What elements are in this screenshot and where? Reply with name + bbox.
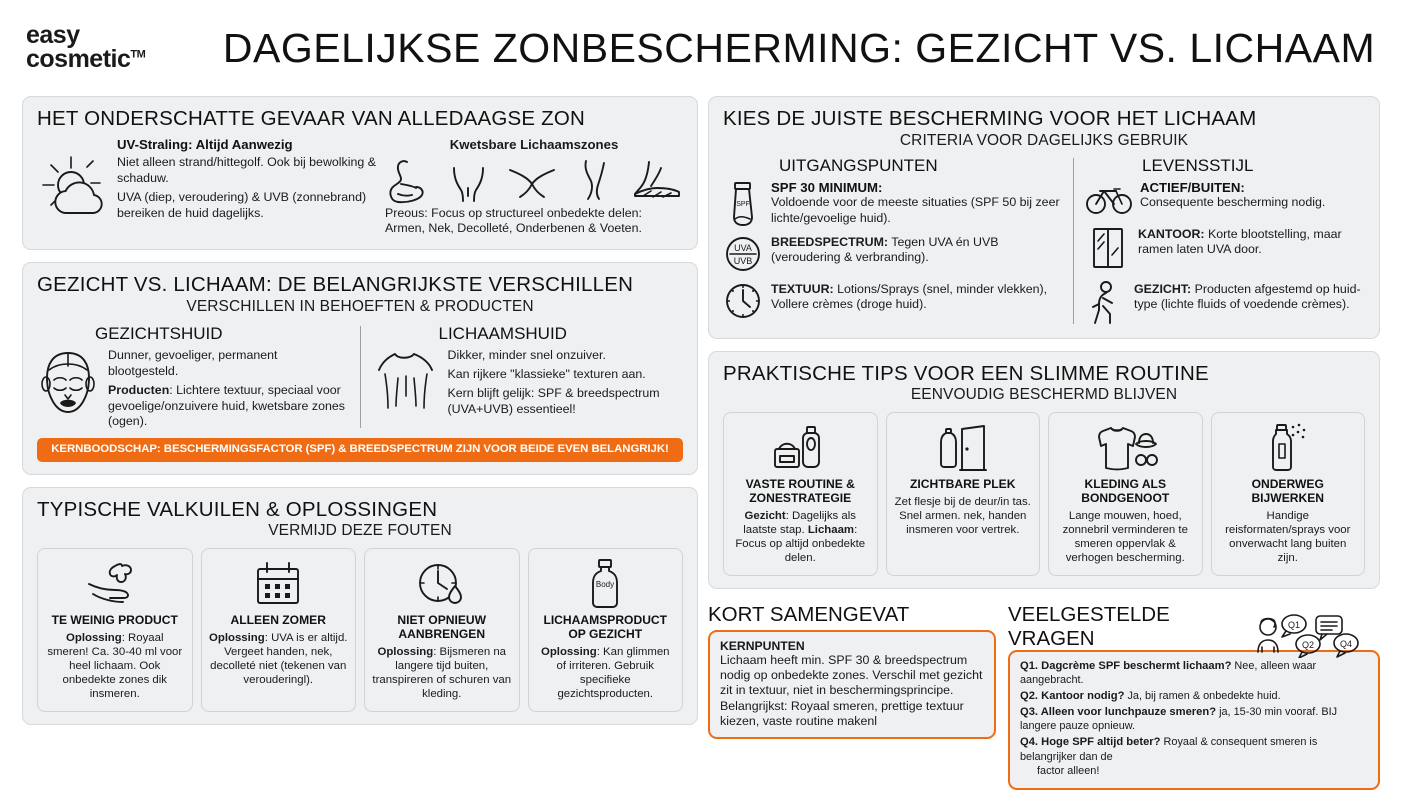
arm-icon [385,156,430,204]
tip-body-label: Lichaam [807,523,855,536]
trademark-symbol: TM [130,48,146,61]
faq-answer: ja, 15-30 min vooraf. BIJ langere pauze opnieuw. [1020,705,1338,733]
panel-pitfalls-title: TYPISCHE VALKUILEN & OPLOSSINGEN [37,497,438,521]
key-points-heading: KERNPUNTEN [720,638,805,653]
panel-pitfalls-subtitle: VERMIJD DEZE FOUTEN [268,522,452,540]
vulnerable-zones-icons [385,156,683,204]
svg-text:Q2: Q2 [1301,639,1315,650]
panel-compare-subtitle: VERSCHILLEN IN BEHOEFTEN & PRODUCTEN [186,297,534,315]
content-columns [0,96,1408,790]
svg-text:UVB: UVB [733,255,753,266]
faq-answer: Royaal & consequent smeren is belangrijker dan de [1020,736,1318,763]
tip-cards [723,412,1365,575]
danger-right-heading: Kwetsbare Lichaamszones [449,136,619,152]
faq-section [1008,601,1380,790]
sun-cloud-icon [37,137,109,238]
svg-text:SPF: SPF [736,200,750,208]
danger-left-heading: UV-Straling: Altijd Aanwezig [117,136,293,152]
pitfall-card-title: LICHAAMSPRODUCT OP GEZICHT [543,613,668,642]
decollete-icon [506,156,558,204]
lower-leg-icon [574,156,616,204]
faq-box [1008,650,1380,790]
face-icon [37,348,99,430]
brand-line-1: easy [26,21,80,50]
spf-tube-icon [723,180,763,228]
danger-left-body-2: UVA (diep, veroudering) & UVB (zonnebrand) bereiken de huid dagelijks. [117,190,367,221]
faq-answer: Ja, bij ramen & onbedekte huid. [1124,689,1281,702]
key-message-banner: KERNBOODSCHAP: BESCHERMINGSFACTOR (SPF) & BREEDSPECTRUM ZIJN VOOR BEIDE EVEN BELANGRIJK! [37,438,683,462]
panel-choose-protection [708,96,1380,339]
faq-question: Q4. Hoge SPF altijd beter? [1020,736,1161,749]
face-products-label: Producten [108,382,170,397]
hand-cream-icon [85,558,145,610]
panel-choose-subtitle: CRITERIA VOOR DAGELIJKS GEBRUIK [899,131,1189,149]
right-column [708,96,1380,790]
panel-tips-title: PRAKTISCHE TIPS VOOR EEN SLIMME ROUTINE [723,361,1209,385]
panel-pitfalls [22,487,698,725]
summary-section [708,601,996,790]
pitfall-card-body: : Bijsmeren na langere tijd buiten, transpireren of schuren van kleding. [372,646,512,700]
brand-line-2: cosmetic [26,45,131,73]
pitfall-card-label: Oplossing [66,632,122,645]
tip-card-body: Lange mouwen, hoed, zonnebril verminderen te smeren oppervlak & verhogen bescherming. [1062,509,1188,564]
face-line-1: Dunner, gevoeliger, permanent blootgesteld. [108,347,278,378]
pitfall-card-label: Oplossing [209,632,265,645]
compare-divider [360,326,361,428]
faq-item [1020,735,1368,778]
tip-card [1048,412,1203,575]
faq-bubbles-icon [1250,614,1380,658]
svg-text:Q1: Q1 [1287,619,1301,630]
left-column [22,96,698,790]
spf-label: SPF 30 MINIMUM: [771,179,883,195]
gezicht-label: GEZICHT: [1134,281,1192,296]
uva-uvb-icon [723,233,763,275]
faq-item [1020,689,1368,704]
page-title: DAGELIJKSE ZONBESCHERMING: GEZICHT VS. LICHAAM [222,24,1376,71]
pitfall-card-label: Oplossing [377,646,434,659]
spray-can-icon [1263,422,1313,474]
panel-choose-title: KIES DE JUISTE BESCHERMING VOOR HET LICHAAM [723,107,1257,130]
tip-card [886,412,1041,575]
danger-left-body-1: Niet alleen strand/hittegolf. Ook bij bewolking & schaduw. [117,155,376,186]
faq-question: Q2. Kantoor nodig? [1020,689,1125,702]
panel-practical-tips [708,351,1380,589]
tip-body-body: : Focus op altijd onbedekte delen. [735,523,866,564]
tip-card-body: Handige reisformaten/sprays voor onverwacht lang buiten zijn. [1225,509,1351,564]
faq-item [1020,705,1368,734]
faq-answer: Nee, alleen waar aangebracht. [1020,659,1317,687]
kantoor-label: KANTOOR: [1138,226,1205,241]
tip-face-label: Gezicht [744,509,786,522]
panel-face-vs-body [22,262,698,474]
panel-underestimated-danger [22,96,698,250]
calendar-icon [253,558,303,610]
choose-divider [1073,158,1074,324]
body-heading: LICHAAMSHUID [438,323,567,343]
svg-text:UVA: UVA [734,242,752,253]
actief-label: ACTIEF/BUITEN: [1140,179,1245,195]
tip-card-title: KLEDING ALS BONDGENOOT [1081,477,1170,506]
pitfall-card-title: ALLEEN ZOMER [230,613,326,628]
face-line-2: : Lichtere textuur, speciaal voor gevoelige/onzuivere huid, kwetsbare zones (ogen). [108,382,345,429]
foot-icon [631,156,683,204]
pitfall-cards [37,548,683,711]
pitfall-card-title: NIET OPNIEUW AANBRENGEN [397,613,487,642]
jar-bottle-icon [769,422,831,474]
page-header [0,0,1408,96]
window-icon [1086,225,1130,271]
panel-danger-title: HET ONDERSCHATTE GEVAAR VAN ALLEDAAGSE ZON [37,107,585,130]
key-points-box [708,630,996,740]
panel-compare-title: GEZICHT VS. LICHAAM: DE BELANGRIJKSTE VERSCHILLEN [37,273,634,297]
faq-question: Q3. Alleen voor lunchpauze smeren? [1020,705,1217,718]
textuur-label: TEXTUUR: [771,281,834,296]
faq-answer-cont: factor alleen! [1037,764,1100,777]
levensstijl-heading: LEVENSSTIJL [1142,155,1254,175]
svg-text:Body: Body [596,580,615,590]
danger-right-body: Preous: Focus op structureel onbedekte delen: Armen, Nek, Decolleté, Onderbenen & Voeten. [385,205,642,236]
pitfall-card-label: Oplossing [540,646,597,659]
clock-drop-icon [415,558,469,610]
pitfall-card [528,548,684,711]
body-bottle-icon [583,558,627,610]
clock-icon [723,280,763,322]
pitfall-card [201,548,357,711]
bicycle-icon [1086,180,1132,216]
spf-body: Voldoende voor de meeste situaties (SPF 50 bij zeer lichte/gevoelige huid). [771,195,1060,226]
pitfall-card-body: : Royaal smeren! Ca. 30-40 ml voor heel lichaam. Ook onbedekte zones dik insmeren. [47,632,183,700]
svg-text:Q4: Q4 [1339,638,1353,649]
breedspectrum-label: BREEDSPECTRUM: [771,234,889,249]
tip-card-title: ZICHTBARE PLEK [910,477,1016,492]
walking-person-icon [1086,280,1126,326]
kantoor-body: Korte blootstelling, maar ramen laten UVA door. [1138,226,1342,257]
pitfall-card [37,548,193,711]
face-heading: GEZICHTSHUID [95,323,223,343]
key-points-body: Lichaam heeft min. SPF 30 & breedspectrum nodig op onbedekte zones. Verschil met gezicht zit in textuur, niet in beschermingsprincipe. Belangrijkst: Royaal smeren, prettige textuur kiezen, vaste routine makenl [720,652,983,729]
pitfall-card-body: : UVA is er altijd. Vergeet handen, nek, decolleté niet (tekenen van verouderingl). [210,632,348,686]
door-bottle-icon [934,422,992,474]
tip-card-title: ONDERWEG BIJWERKEN [1251,477,1325,506]
summary-title: KORT SAMENGEVAT [708,602,910,626]
actief-body: Consequente bescherming nodig. [1140,195,1326,210]
pitfall-card-body: : Kan glimmen of irriteren. Gebruik specifieke gezichtsproducten. [556,646,670,700]
panel-tips-subtitle: EENVOUDIG BESCHERMD BLIJVEN [910,386,1178,404]
body-line-2: Kan rijkere "klassieke" texturen aan. [447,366,646,381]
faq-question: Q1. Dagcrème SPF beschermt lichaam? [1020,659,1232,672]
tip-card-body: Zet flesje bij de deur/in tas. Snel armen. nek, handen insmeren voor vertrek. [894,496,1031,536]
torso-icon [373,348,439,420]
clothing-icon [1089,422,1161,474]
bottom-row [708,601,1380,790]
tip-card-title: VASTE ROUTINE & ZONESTRATEGIE [745,477,855,506]
breedspectrum-body: Tegen UVA én UVB (veroudering & verbranding). [771,234,999,265]
gezicht-body: Producten afgestemd op huid-type (lichte fluids of voedende crèmes). [1134,281,1361,312]
body-line-1: Dikker, minder snel onzuiver. [447,347,606,362]
uitgangspunten-heading: UITGANGSPUNTEN [779,155,938,175]
tip-face-body: : Dagelijks als laatste stap. [743,509,856,536]
textuur-body: Lotions/Sprays (snel, minder vlekken), Vollere crèmes (droge huid). [771,281,1048,312]
faq-title: VEELGESTELDE VRAGEN [1008,602,1170,650]
tip-card [723,412,878,575]
body-line-3: Kern blijft gelijk: SPF & breedspectrum (UVA+UVB) essentieel! [447,385,660,416]
neck-icon [446,156,491,204]
pitfall-card-title: TE WEINIG PRODUCT [51,613,178,628]
pitfall-card [364,548,520,711]
faq-item [1020,659,1368,688]
brand-logo [26,21,216,73]
tip-card [1211,412,1366,575]
